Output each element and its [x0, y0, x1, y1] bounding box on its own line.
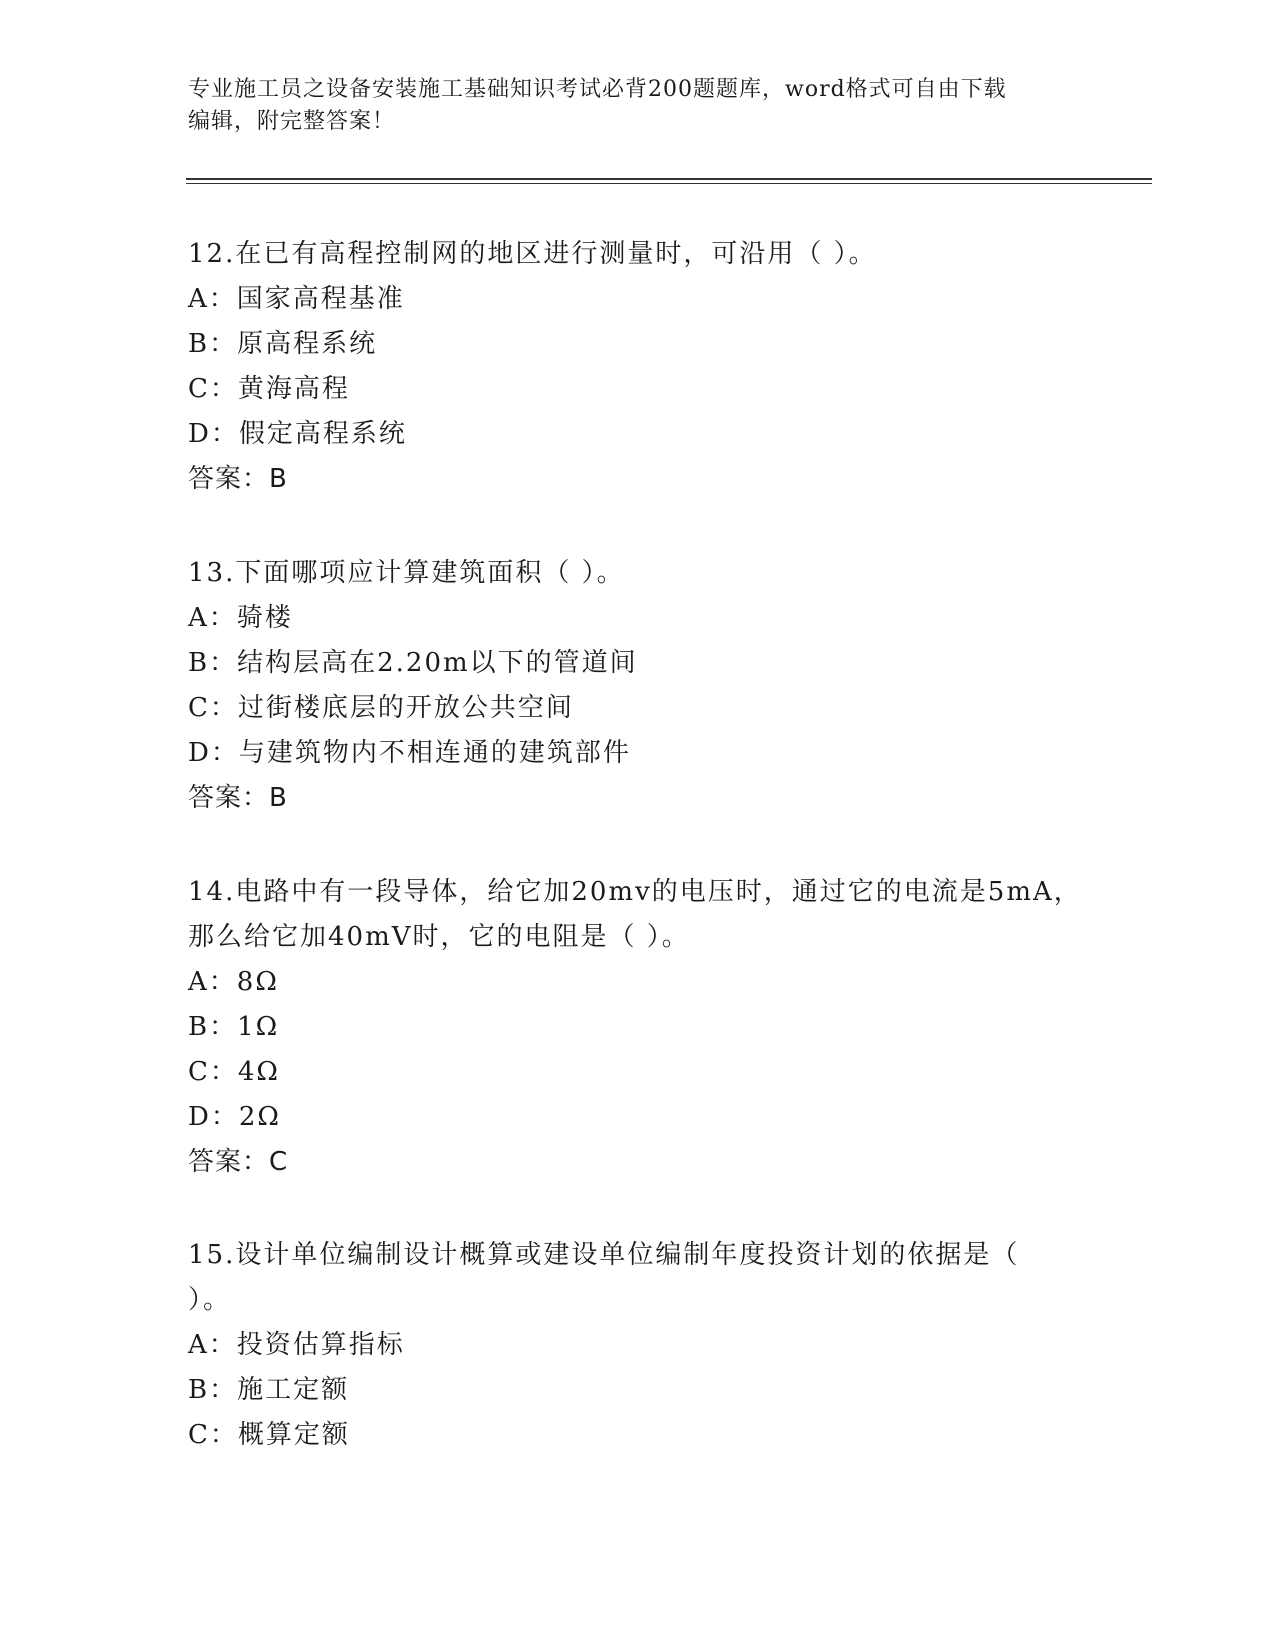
question-13 — [188, 551, 1088, 821]
question-stem-line-1: 14.电路中有一段导体，给它加20mv的电压时，通过它的电流是5mA， — [188, 877, 1082, 907]
option-c: C：黄海高程 — [188, 374, 350, 404]
option-a: A：国家高程基准 — [188, 284, 405, 314]
question-stem: 12.在已有高程控制网的地区进行测量时，可沿用（ ）。 — [188, 239, 877, 269]
option-b: B：结构层高在2.20m以下的管道间 — [188, 648, 638, 678]
option-c: C：4Ω — [188, 1057, 280, 1087]
option-a: A：骑楼 — [188, 603, 293, 633]
question-stem: 13.下面哪项应计算建筑面积（ ）。 — [188, 558, 625, 588]
option-a: A：8Ω — [188, 967, 279, 997]
option-c: C：概算定额 — [188, 1420, 350, 1450]
header-line-1: 专业施工员之设备安装施工基础知识考试必背200题题库，word格式可自由下载 — [188, 77, 1007, 102]
option-d: D：2Ω — [188, 1102, 281, 1132]
option-d: D：假定高程系统 — [188, 419, 407, 449]
question-15 — [188, 1233, 1088, 1458]
option-c: C：过街楼底层的开放公共空间 — [188, 693, 574, 723]
document-header — [188, 74, 1068, 138]
question-12 — [188, 232, 1088, 502]
question-stem-line-2: ）。 — [188, 1285, 232, 1315]
answer-line: 答案：C — [188, 1147, 289, 1177]
header-divider-thick — [186, 178, 1152, 180]
question-stem-line-1: 15.设计单位编制设计概算或建设单位编制年度投资计划的依据是（ — [188, 1240, 1020, 1270]
option-a: A：投资估算指标 — [188, 1330, 405, 1360]
question-14 — [188, 870, 1088, 1185]
option-b: B：施工定额 — [188, 1375, 350, 1405]
header-divider-thin — [186, 183, 1152, 184]
answer-line: 答案：B — [188, 464, 288, 494]
header-line-2: 编辑，附完整答案！ — [188, 109, 396, 134]
option-b: B：原高程系统 — [188, 329, 378, 359]
option-b: B：1Ω — [188, 1012, 280, 1042]
question-stem-line-2: 那么给它加40mV时，它的电阻是（ ）。 — [188, 922, 690, 952]
answer-line: 答案：B — [188, 783, 288, 813]
option-d: D：与建筑物内不相连通的建筑部件 — [188, 738, 631, 768]
